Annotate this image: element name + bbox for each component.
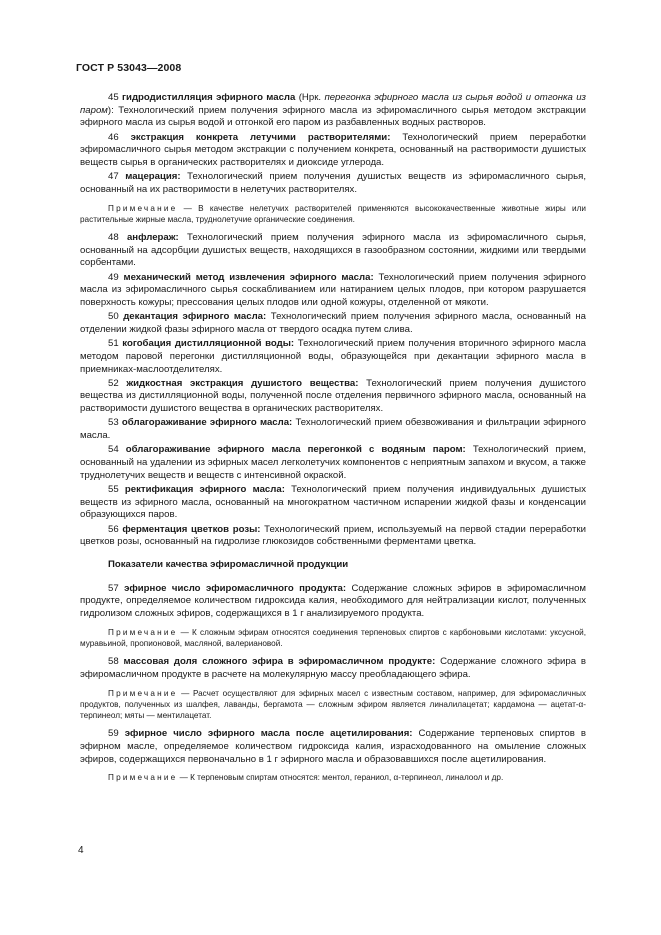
note-label: Примечание xyxy=(108,627,178,637)
section-title: Показатели качества эфиромасличной продукции xyxy=(108,558,349,570)
note: Примечание — К терпеновым спиртам относятся: ментол, гераниол, α-терпинеол, линалоол и др. xyxy=(108,773,504,783)
term-entry: 53 облагораживание эфирного масла: Технологический прием обезвоживания и фильтрации эфирного масла. xyxy=(80,417,587,442)
term-name: облагораживание эфирного масла: xyxy=(121,417,293,429)
term-entry: 51 когобация дистилляционной воды: Технологический прием получения вторичного эфирного масла методом паровой перегонки дистилляционной воды, образующейся при декантации эфирного масла в приемниках-маслоотделителях. xyxy=(80,338,587,375)
term-number: 56 xyxy=(108,523,119,535)
term-entry: 48 анфлераж: Технологический прием получения эфирного масла из эфиромасличного сырья, основанный на адсорбции душистых веществ, находящихся в газообразном состоянии, жидкими или твердыми сорбентами. xyxy=(80,232,586,269)
term-entry: 47 мацерация: Технологический прием получения душистых веществ из эфиромасличного сырья, основанный на их растворимости в нелетучих растворителях. xyxy=(80,171,586,195)
term-number: 57 xyxy=(108,582,119,594)
term-number: 51 xyxy=(108,338,119,350)
term-name: экстракция конкрета летучими растворителями: xyxy=(130,131,391,143)
term-number: 52 xyxy=(108,377,119,389)
document-header: ГОСТ Р 53043—2008 xyxy=(76,62,182,74)
note-label: Примечание xyxy=(108,773,178,783)
note: Примечание — Расчет осуществляют для эфирных масел с известным составом, например, для эфиромасличных продуктов, полученных из шалфея, лаванды, бергамота — сложным эфиром является линалилацетат; кардамона — ацетат-α-терпинеол; мяты — ментилацетат. xyxy=(80,688,586,720)
term-number: 53 xyxy=(108,417,119,429)
term-number: 55 xyxy=(108,483,119,495)
term-entry: 55 ректификация эфирного масла: Технологический прием получения индивидуальных душистых веществ из эфирного масла, основанный на многократном частичном испарении жидкой фазы и конденсации образующихся паров. xyxy=(80,483,586,521)
note-label: Примечание xyxy=(108,203,178,213)
term-name: мацерация: xyxy=(125,171,181,183)
term-entry: 46 экстракция конкрета летучими растворителями: Технологический прием переработки эфиромасличного сырья методом экстракции с получением конкрета, основанный на растворимости душистых веществ сырья в органических растворителях и диоксиде углерода. xyxy=(80,131,587,169)
term-number: 54 xyxy=(108,444,119,456)
term-name: эфирное число эфирного масла после ацетилирования: xyxy=(124,728,413,740)
term-name: массовая доля сложного эфира в эфиромасличном продукте: xyxy=(123,656,436,668)
term-entry: 59 эфирное число эфирного масла после ацетилирования: Содержание терпеновых спиртов в эфирном масле, определяемое количеством гидроксида калия, израсходованного на омыление сложных эфиров, содержащихся первоначально в 1 г эфирного масла и образовавшихся после ацетилирования. xyxy=(80,728,586,765)
term-name: эфирное число эфиромасличного продукта: xyxy=(124,582,347,594)
term-entry: 49 механический метод извлечения эфирного масла: Технологический прием получения эфирного масла из эфиромасличного сырья соскабливанием или натиранием целых плодов, при котором разрушается поверхность кожуры; прессования целых плодов или одной кожуры, отделенной от мякоти. xyxy=(80,271,586,309)
note: Примечание — К сложным эфирам относятся соединения терпеновых спиртов с карбоновыми кислотами: уксусной, муравьиной, пропионовой, масляной, валериановой. xyxy=(80,627,586,648)
term-name: ферментация цветков розы: xyxy=(122,523,261,535)
term-name: ректификация эфирного масла: xyxy=(124,483,285,495)
term-number: 46 xyxy=(108,131,119,143)
term-number: 47 xyxy=(108,171,119,183)
term-entry: 58 массовая доля сложного эфира в эфиромасличном продукте: Содержание сложного эфира в эфиромасличном продукте в расчете на молекулярную массу преобладающего эфира. xyxy=(80,656,586,680)
term-name: декантация эфирного масла: xyxy=(123,311,267,323)
term-number: 58 xyxy=(108,656,119,668)
term-name: механический метод извлечения эфирного масла: xyxy=(123,271,374,283)
term-entry: 57 эфирное число эфиромасличного продукта: Содержание сложных эфиров в эфиромасличном продукте, определяемое количеством гидроксида калия, необходимого для нейтрализации кислот, полученных гидролизом сложных эфиров, содержащихся в 1 г анализируемого продукта. xyxy=(80,582,587,620)
term-number: 49 xyxy=(108,271,119,283)
term-name: гидродистилляция эфирного масла xyxy=(122,92,296,103)
term-name: анфлераж: xyxy=(126,232,179,244)
term-entry: 45 гидродистилляция эфирного масла (Нрк. перегонка эфирного масла из сырья водой и отгонка из паром): Технологический прием получения эфирного масла из эфиромасличного сырья методом экстракции эфирного масла из сырья водой и отгонкой его паром из разбавленных водных растворов. xyxy=(80,92,587,129)
document-body xyxy=(80,92,586,790)
note: Примечание — В качестве нелетучих растворителей применяются высококачественные животные жиры или растительные жирные масла, труднолетучие органические соединения. xyxy=(80,203,586,224)
term-entry: 52 жидкостная экстракция душистого вещества: Технологический прием получения душистого вещества из дистилляционной воды, полученной после отделения первичного эфирного масла, основанный на растворимости душистого вещества в органических растворителях. xyxy=(80,377,586,415)
term-name: облагораживание эфирного масла перегонкой с водяным паром: xyxy=(125,444,466,456)
term-number: 59 xyxy=(108,728,119,740)
term-name: когобация дистилляционной воды: xyxy=(122,338,295,350)
term-number: 45 xyxy=(108,92,119,103)
term-number: 48 xyxy=(108,232,119,244)
term-entry: 50 декантация эфирного масла: Технологический прием получения эфирного масла, основанный на отделении жидкой фазы эфирного масла от твердого осадка путем слива. xyxy=(80,311,586,335)
note-label: Примечание xyxy=(108,688,178,698)
page-number: 4 xyxy=(78,845,84,856)
term-entry: 54 облагораживание эфирного масла перегонкой с водяным паром: Технологический прием, основанный на удалении из эфирных масел легколетучих компонентов с неприятным запахом и вкусом, а также труднолетучих веществ и веществ с интенсивной окраской. xyxy=(80,444,586,481)
term-entry: 56 ферментация цветков розы: Технологический прием, используемый на первой стадии переработки цветков розы, основанный на гидролизе глюкозидов собственными ферментами цветка. xyxy=(80,523,586,548)
term-number: 50 xyxy=(108,311,119,323)
term-name: жидкостная экстракция душистого вещества: xyxy=(126,377,359,389)
